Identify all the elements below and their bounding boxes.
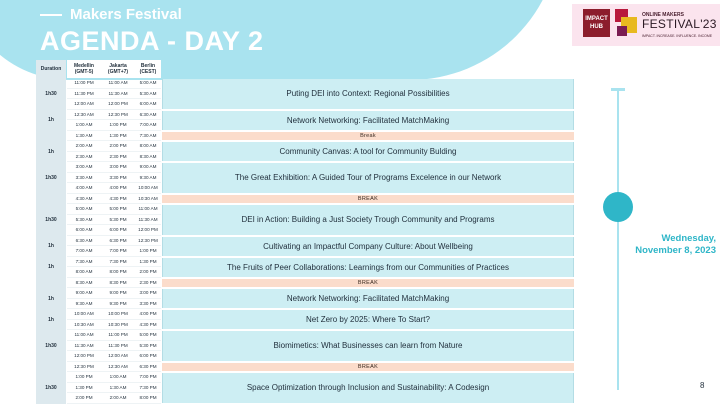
time-medellin: 1:00 PM	[75, 374, 93, 380]
time-berlin: 11:00 AM	[138, 206, 158, 212]
time-medellin: 11:00 PM	[74, 80, 94, 86]
column-header-medellin: Medellin (GMT-5)	[67, 60, 101, 78]
break-row	[36, 131, 574, 142]
duration-cell	[36, 278, 66, 289]
time-berlin: 11:30 AM	[138, 216, 158, 222]
time-slot	[67, 120, 161, 131]
festival-logo	[572, 4, 720, 46]
time-medellin: 9:00 AM	[75, 290, 93, 296]
time-slot	[67, 278, 161, 289]
break-row	[36, 278, 574, 289]
column-header-duration: Duration	[36, 60, 66, 78]
session-row	[36, 204, 574, 236]
agenda-rows	[36, 78, 574, 402]
time-slot	[67, 141, 161, 152]
time-medellin: 10:30 AM	[74, 321, 94, 327]
time-cells	[67, 288, 161, 309]
time-jakarta: 11:30 AM	[108, 90, 128, 96]
time-jakarta: 11:30 PM	[108, 342, 128, 348]
time-slot	[67, 183, 161, 194]
event-date-weekday: Wednesday,	[661, 233, 716, 244]
session-title: Net Zero by 2025: Where To Start?	[162, 310, 574, 329]
time-cells	[67, 162, 161, 194]
page-title: AGENDA - DAY 2	[40, 26, 264, 56]
time-jakarta: 6:00 PM	[109, 227, 127, 233]
time-berlin: 6:00 PM	[139, 353, 157, 359]
time-berlin: 5:00 AM	[139, 80, 157, 86]
time-cells	[67, 362, 161, 373]
time-jakarta: 4:30 PM	[109, 195, 127, 201]
session-title: Cultivating an Impactful Company Culture: About Wellbeing	[162, 237, 574, 256]
time-jakarta: 9:00 PM	[109, 290, 127, 296]
time-medellin: 6:00 AM	[75, 227, 93, 233]
break-row	[36, 362, 574, 373]
time-slot	[67, 267, 161, 278]
time-medellin: 11:30 AM	[74, 342, 94, 348]
duration-cell	[36, 194, 66, 205]
break-label: Break	[162, 132, 574, 141]
time-slot	[67, 299, 161, 310]
time-medellin: 7:00 AM	[75, 248, 93, 254]
logo-small-text: ONLINE MAKERS	[642, 12, 684, 18]
time-berlin: 6:30 PM	[139, 363, 157, 369]
festival-label: Makers Festival	[70, 6, 182, 23]
page-number: 8	[700, 381, 705, 390]
time-medellin: 6:30 AM	[75, 237, 93, 243]
session-title: Community Canvas: A tool for Community Bulding	[162, 142, 574, 161]
time-berlin: 5:30 PM	[139, 342, 157, 348]
time-berlin: 8:00 AM	[139, 143, 157, 149]
time-jakarta: 12:30 AM	[108, 363, 128, 369]
time-slot	[67, 320, 161, 331]
time-medellin: 12:00 AM	[74, 101, 94, 107]
header-dash	[40, 14, 62, 16]
session-row	[36, 309, 574, 330]
session-title: Biomimetics: What Businesses can learn from Nature	[162, 331, 574, 361]
time-jakarta: 3:30 PM	[109, 174, 127, 180]
time-jakarta: 12:30 PM	[108, 111, 128, 117]
time-slot	[67, 257, 161, 268]
time-jakarta: 12:00 AM	[108, 353, 128, 359]
time-berlin: 4:00 PM	[139, 311, 157, 317]
time-jakarta: 1:00 PM	[109, 122, 127, 128]
time-medellin: 12:30 PM	[74, 363, 94, 369]
time-cells	[67, 204, 161, 236]
time-slot	[67, 173, 161, 184]
time-medellin: 12:00 PM	[74, 353, 94, 359]
time-medellin: 8:30 AM	[75, 279, 93, 285]
session-row	[36, 372, 574, 404]
time-medellin: 10:00 AM	[74, 311, 94, 317]
time-slot	[67, 162, 161, 173]
time-berlin: 2:00 PM	[139, 269, 157, 275]
time-berlin: 3:30 PM	[139, 300, 157, 306]
time-berlin: 6:00 AM	[139, 101, 157, 107]
time-berlin: 1:30 PM	[139, 258, 157, 264]
session-title: Puting DEI into Context: Regional Possibilities	[162, 79, 574, 109]
time-berlin: 12:30 PM	[138, 237, 158, 243]
time-slot	[67, 341, 161, 352]
session-row	[36, 257, 574, 278]
time-berlin: 5:30 AM	[139, 90, 157, 96]
time-medellin: 1:30 AM	[75, 132, 93, 138]
session-row	[36, 288, 574, 309]
time-slot	[67, 131, 161, 142]
time-slot	[67, 362, 161, 373]
session-title: DEI in Action: Building a Just Society Trough Community and Programs	[162, 205, 574, 235]
duration-cell: 1h	[36, 236, 66, 257]
time-berlin: 10:30 AM	[138, 195, 158, 201]
time-slot	[67, 288, 161, 299]
time-medellin: 2:00 AM	[75, 143, 93, 149]
time-berlin: 8:00 PM	[139, 395, 157, 401]
time-jakarta: 8:00 PM	[109, 269, 127, 275]
time-cells	[67, 141, 161, 162]
time-berlin: 7:30 PM	[139, 384, 157, 390]
time-slot	[67, 236, 161, 247]
time-medellin: 1:00 AM	[75, 122, 93, 128]
time-medellin: 2:30 AM	[75, 153, 93, 159]
time-berlin: 7:30 AM	[139, 132, 157, 138]
duration-cell: 1h	[36, 110, 66, 131]
session-row	[36, 141, 574, 162]
duration-cell: 1h30	[36, 162, 66, 194]
time-jakarta: 11:00 AM	[108, 80, 128, 86]
time-jakarta: 5:30 PM	[109, 216, 127, 222]
time-slot	[67, 246, 161, 257]
session-title: Network Networking: Facilitated MatchMaking	[162, 111, 574, 130]
time-jakarta: 4:00 PM	[109, 185, 127, 191]
time-berlin: 5:00 PM	[139, 332, 157, 338]
time-medellin: 11:00 AM	[74, 332, 94, 338]
time-medellin: 4:30 AM	[75, 195, 93, 201]
time-medellin: 7:30 AM	[75, 258, 93, 264]
logo-square-plum	[617, 26, 627, 36]
time-medellin: 5:30 AM	[75, 216, 93, 222]
time-jakarta: 2:30 PM	[109, 153, 127, 159]
time-medellin: 2:00 PM	[75, 395, 93, 401]
time-berlin: 9:30 AM	[139, 174, 157, 180]
time-jakarta: 8:30 PM	[109, 279, 127, 285]
column-header-berlin: Berlin (CEST)	[135, 60, 161, 78]
timeline-dot	[603, 192, 633, 222]
time-medellin: 3:00 AM	[75, 164, 93, 170]
time-slot	[67, 393, 161, 404]
event-date-day: November 8, 2023	[635, 245, 716, 256]
time-medellin: 9:30 AM	[75, 300, 93, 306]
duration-cell: 1h30	[36, 372, 66, 404]
column-header-jakarta: Jakarta (GMT+7)	[101, 60, 135, 78]
time-medellin: 3:30 AM	[75, 174, 93, 180]
session-row	[36, 330, 574, 362]
duration-cell: 1h	[36, 257, 66, 278]
time-cells	[67, 372, 161, 404]
session-row	[36, 78, 574, 110]
break-row	[36, 194, 574, 205]
duration-cell	[36, 362, 66, 373]
duration-cell	[36, 131, 66, 142]
time-jakarta: 10:30 PM	[108, 321, 128, 327]
time-slot	[67, 215, 161, 226]
time-jakarta: 2:00 PM	[109, 143, 127, 149]
session-title: The Fruits of Peer Collaborations: Learnings from our Communities of Practices	[162, 258, 574, 277]
time-jakarta: 5:00 PM	[109, 206, 127, 212]
time-jakarta: 9:30 PM	[109, 300, 127, 306]
session-title: Space Optimization through Inclusion and Sustainability: A Codesign	[162, 373, 574, 403]
time-medellin: 5:00 AM	[75, 206, 93, 212]
break-label: BREAK	[162, 195, 574, 204]
time-cells	[67, 131, 161, 142]
time-medellin: 11:30 PM	[74, 90, 94, 96]
time-slot	[67, 194, 161, 205]
time-berlin: 1:00 PM	[139, 248, 157, 254]
time-jakarta: 7:30 PM	[109, 258, 127, 264]
time-medellin: 4:00 AM	[75, 185, 93, 191]
time-medellin: 12:30 AM	[74, 111, 94, 117]
time-jakarta: 1:30 AM	[109, 384, 127, 390]
time-berlin: 7:00 PM	[139, 374, 157, 380]
time-berlin: 9:00 AM	[139, 164, 157, 170]
time-berlin: 6:30 AM	[139, 111, 157, 117]
time-cells	[67, 257, 161, 278]
time-berlin: 7:00 AM	[139, 122, 157, 128]
time-jakarta: 12:00 PM	[108, 101, 128, 107]
break-label: BREAK	[162, 279, 574, 288]
session-row	[36, 162, 574, 194]
time-berlin: 3:00 PM	[139, 290, 157, 296]
time-berlin: 8:30 AM	[139, 153, 157, 159]
time-slot	[67, 78, 161, 89]
duration-cell: 1h	[36, 309, 66, 330]
time-slot	[67, 383, 161, 394]
time-jakarta: 7:00 PM	[109, 248, 127, 254]
time-medellin: 1:30 PM	[75, 384, 93, 390]
duration-cell: 1h	[36, 288, 66, 309]
time-berlin: 2:30 PM	[139, 279, 157, 285]
time-slot	[67, 225, 161, 236]
agenda-table	[36, 60, 574, 402]
time-berlin: 10:00 AM	[138, 185, 158, 191]
time-cells	[67, 194, 161, 205]
time-slot	[67, 330, 161, 341]
timeline-line	[617, 90, 619, 390]
time-cells	[67, 278, 161, 289]
time-jakarta: 10:00 PM	[108, 311, 128, 317]
time-slot	[67, 89, 161, 100]
time-cells	[67, 236, 161, 257]
time-jakarta: 1:30 PM	[109, 132, 127, 138]
time-slot	[67, 309, 161, 320]
logo-tagline: IMPACT. INCREASE. INFLUENCE. INCOME	[642, 34, 713, 38]
time-cells	[67, 330, 161, 362]
break-label: BREAK	[162, 363, 574, 372]
time-jakarta: 6:30 PM	[109, 237, 127, 243]
time-slot	[67, 152, 161, 163]
logo-big-text: FESTIVAL'23	[642, 17, 717, 31]
time-slot	[67, 110, 161, 121]
time-jakarta: 3:00 PM	[109, 164, 127, 170]
duration-cell: 1h30	[36, 204, 66, 236]
time-berlin: 4:30 PM	[139, 321, 157, 327]
time-slot	[67, 351, 161, 362]
time-jakarta: 11:00 PM	[108, 332, 128, 338]
event-date	[620, 233, 716, 257]
duration-cell: 1h	[36, 141, 66, 162]
session-row	[36, 110, 574, 131]
time-slot	[67, 372, 161, 383]
time-medellin: 8:00 AM	[75, 269, 93, 275]
time-slot	[67, 204, 161, 215]
session-title: Network Networking: Facilitated MatchMaking	[162, 289, 574, 308]
time-cells	[67, 110, 161, 131]
time-jakarta: 1:00 AM	[109, 374, 127, 380]
time-slot	[67, 99, 161, 110]
duration-cell: 1h30	[36, 78, 66, 110]
session-title: The Great Exhibition: A Guided Tour of Programs Excelence in our Network	[162, 163, 574, 193]
impact-hub-logo: IMPACT HUB	[583, 9, 610, 37]
time-cells	[67, 78, 161, 110]
duration-cell: 1h30	[36, 330, 66, 362]
time-jakarta: 2:00 AM	[109, 395, 127, 401]
time-cells	[67, 309, 161, 330]
time-berlin: 12:00 PM	[138, 227, 158, 233]
session-row	[36, 236, 574, 257]
